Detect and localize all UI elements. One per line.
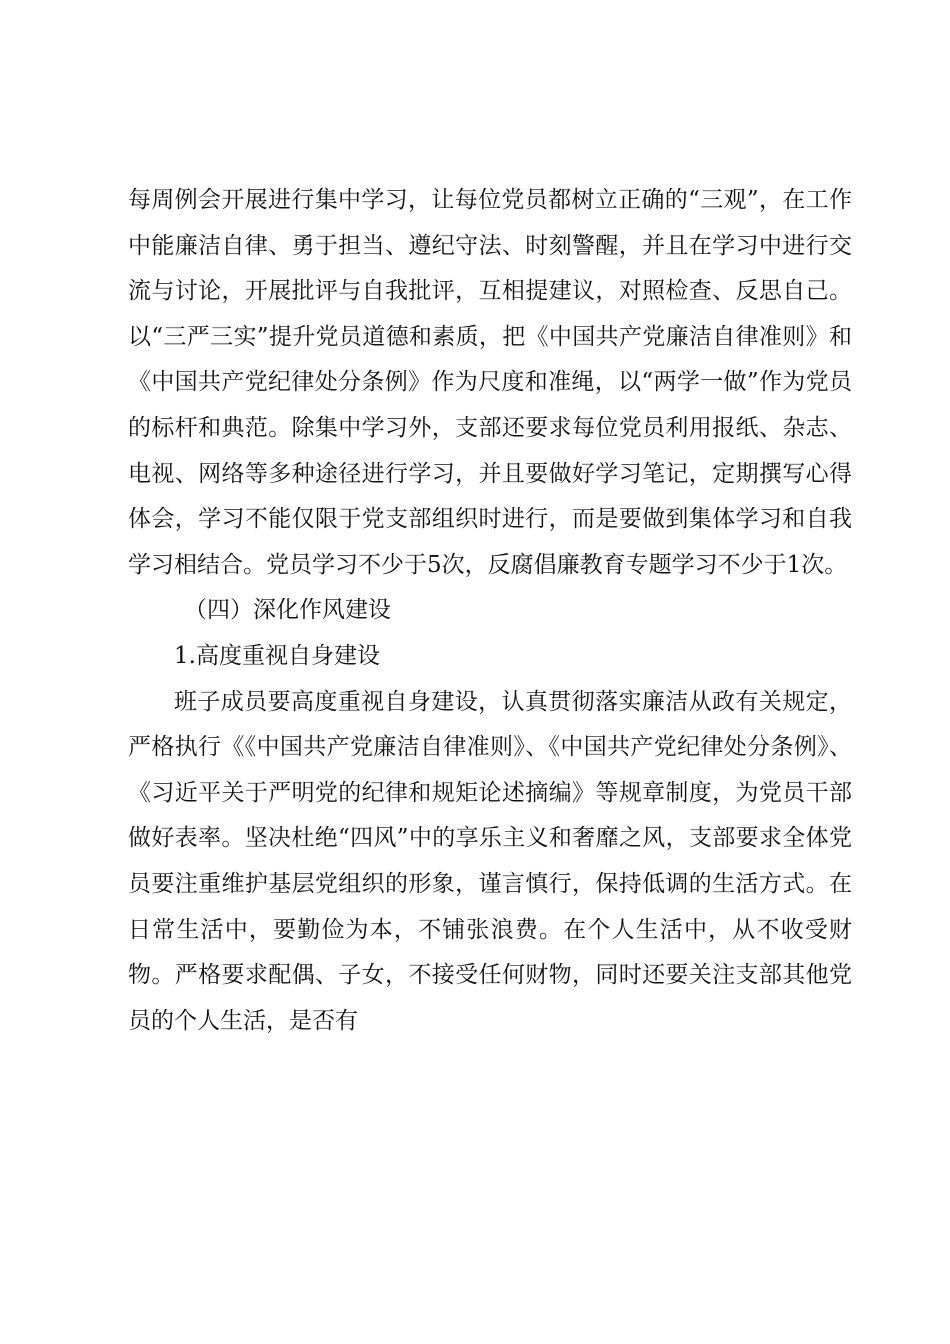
subsection-heading: 1.高度重视自身建设 [174,642,380,669]
body-paragraph-self-building: 班子成员要高度重视自身建设，认真贯彻落实廉洁从政有关规定，严格执行《《中国共产党廉洁自律准则》、《中国共产党纪律处分条例》、《习近平关于严明党的纪律和规矩论述摘编》等规章制度，为党员干部做好表率。坚决杜绝“四风”中的享乐主义和奢靡之风，支部要求全体党员要注重维护基层党组织的形象，谨言慎行，保持低调的生活方式。在日常生活中，要勤俭为本，不铺张浪费。在个人生活中，从不收受财物。严格要求配偶、子女，不接受任何财物，同时还要关注支部其他党员的个人生活，是否有 [128,688,852,1034]
body-paragraph-study: 每周例会开展进行集中学习，让每位党员都树立正确的“三观”，在工作中能廉洁自律、勇于担当、遵纪守法、时刻警醒，并且在学习中进行交流与讨论，开展批评与自我批评，互相提建议，对照检查、反思自己。以“三严三实”提升党员道德和素质，把《中国共产党廉洁自律准则》和《中国共产党纪律处分条例》作为尺度和准绳，以“两学一做”作为党员的标杆和典范。除集中学习外，支部还要求每位党员利用报纸、杂志、电视、网络等多种途径进行学习，并且要做好学习笔记，定期撰写心得体会，学习不能仅限于党支部组织时进行，而是要做到集体学习和自我学习相结合。党员学习不少于5次，反腐倡廉教育专题学习不少于1次。 [128,187,852,578]
section-heading: （四）深化作风建设 [184,597,391,624]
document-body [128,178,852,1044]
